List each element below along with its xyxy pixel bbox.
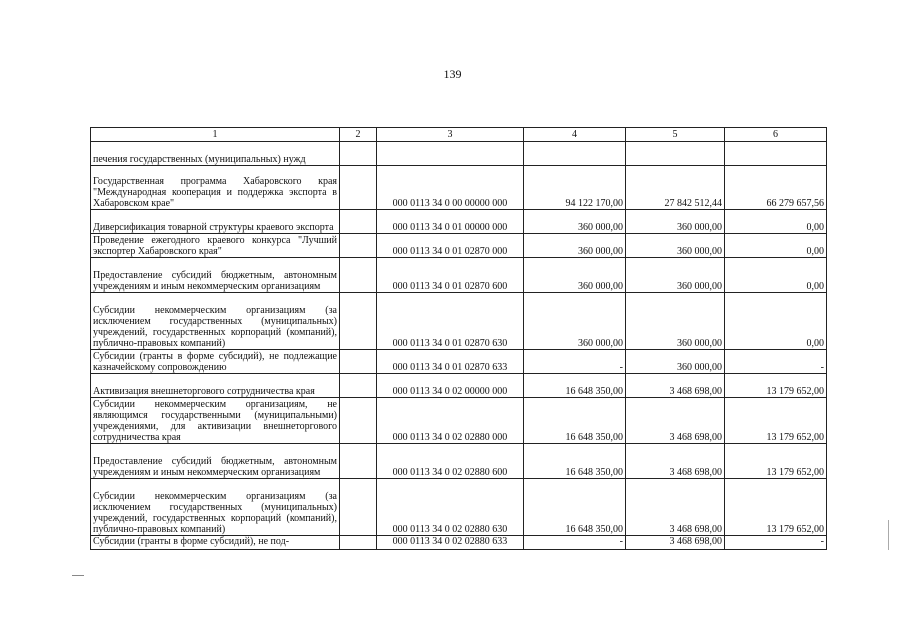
row-value-approved: 16 648 350,00 [524,398,626,444]
margin-mark [888,520,889,550]
row-value-approved: 360 000,00 [524,258,626,293]
row-value-remaining: 13 179 652,00 [725,479,827,536]
row-value-remaining [725,142,827,166]
row-col2-cell [340,142,377,166]
row-code-cell: 000 0113 34 0 01 00000 000 [377,210,524,234]
row-value-approved: 16 648 350,00 [524,444,626,479]
row-value-executed: 3 468 698,00 [626,536,725,550]
row-value-remaining: - [725,350,827,374]
row-name-cell: Субсидии некоммерческим организациям (за исключением государственных (муниципальных) учреждений, государственных корпораций (компаний), публично-правовых компаний) [91,479,340,536]
table-row [91,293,827,350]
table-header-row [91,128,827,142]
row-code-cell [377,142,524,166]
row-name-cell: Предоставление субсидий бюджетным, автономным учреждениям и иным некоммерческим организациям [91,258,340,293]
row-name-cell: Субсидии (гранты в форме субсидий), не подлежащие казначейскому сопровождению [91,350,340,374]
table-row [91,350,827,374]
row-code-cell: 000 0113 34 0 00 00000 000 [377,166,524,210]
table-row [91,258,827,293]
table-row [91,536,827,550]
row-code-cell: 000 0113 34 0 02 02880 633 [377,536,524,550]
row-value-approved: 16 648 350,00 [524,479,626,536]
table-row [91,234,827,258]
row-col2-cell [340,350,377,374]
row-name-cell: Предоставление субсидий бюджетным, автономным учреждениям и иным некоммерческим организациям [91,444,340,479]
column-header: 2 [340,128,377,142]
column-header: 3 [377,128,524,142]
row-value-approved: 16 648 350,00 [524,374,626,398]
column-header: 6 [725,128,827,142]
row-col2-cell [340,374,377,398]
table-row [91,479,827,536]
row-col2-cell [340,258,377,293]
row-value-remaining: 13 179 652,00 [725,444,827,479]
row-code-cell: 000 0113 34 0 01 02870 000 [377,234,524,258]
row-value-executed: 3 468 698,00 [626,444,725,479]
row-value-executed: 360 000,00 [626,234,725,258]
row-value-remaining: 13 179 652,00 [725,374,827,398]
budget-table [90,127,827,550]
row-value-executed: 3 468 698,00 [626,398,725,444]
row-col2-cell [340,444,377,479]
row-value-executed: 360 000,00 [626,210,725,234]
row-value-executed: 360 000,00 [626,293,725,350]
row-name-cell: Субсидии (гранты в форме субсидий), не под- [91,536,340,550]
column-header: 1 [91,128,340,142]
row-value-remaining: 66 279 657,56 [725,166,827,210]
row-value-executed: 3 468 698,00 [626,479,725,536]
table-row [91,166,827,210]
row-code-cell: 000 0113 34 0 01 02870 630 [377,293,524,350]
column-header: 4 [524,128,626,142]
row-value-approved: - [524,536,626,550]
row-code-cell: 000 0113 34 0 01 02870 600 [377,258,524,293]
row-value-executed: 27 842 512,44 [626,166,725,210]
row-value-approved: 360 000,00 [524,293,626,350]
row-value-executed [626,142,725,166]
row-code-cell: 000 0113 34 0 01 02870 633 [377,350,524,374]
row-col2-cell [340,210,377,234]
row-col2-cell [340,166,377,210]
row-name-cell: Субсидии некоммерческим организациям, не являющимся государственными (муниципальными) учреждениями, для активизации внешнеторгового сотрудничества края [91,398,340,444]
row-name-cell: печения государственных (муниципальных) нужд [91,142,340,166]
row-value-executed: 3 468 698,00 [626,374,725,398]
row-value-remaining: - [725,536,827,550]
row-col2-cell [340,293,377,350]
row-name-cell: Субсидии некоммерческим организациям (за исключением государственных (муниципальных) учреждений, государственных корпораций (компаний), публично-правовых компаний) [91,293,340,350]
row-value-remaining: 0,00 [725,234,827,258]
row-value-approved: 360 000,00 [524,210,626,234]
table-row [91,398,827,444]
table-row [91,142,827,166]
row-value-approved: - [524,350,626,374]
row-col2-cell [340,479,377,536]
row-name-cell: Диверсификация товарной структуры краевого экспорта [91,210,340,234]
row-value-executed: 360 000,00 [626,258,725,293]
row-value-approved: 360 000,00 [524,234,626,258]
row-name-cell: Активизация внешнеторгового сотрудничества края [91,374,340,398]
table-row [91,210,827,234]
table-row [91,444,827,479]
row-col2-cell [340,536,377,550]
row-code-cell: 000 0113 34 0 02 02880 600 [377,444,524,479]
row-value-remaining: 0,00 [725,210,827,234]
table-row [91,374,827,398]
row-code-cell: 000 0113 34 0 02 02880 000 [377,398,524,444]
row-code-cell: 000 0113 34 0 02 00000 000 [377,374,524,398]
column-header: 5 [626,128,725,142]
row-value-remaining: 0,00 [725,293,827,350]
row-col2-cell [340,398,377,444]
page-bottom-margin [90,578,828,640]
row-col2-cell [340,234,377,258]
row-code-cell: 000 0113 34 0 02 02880 630 [377,479,524,536]
row-value-remaining: 13 179 652,00 [725,398,827,444]
page-number: 139 [443,67,462,81]
row-value-remaining: 0,00 [725,258,827,293]
row-value-executed: 360 000,00 [626,350,725,374]
row-value-approved: 94 122 170,00 [524,166,626,210]
row-name-cell: Государственная программа Хабаровского края "Международная кооперация и поддержка экспорта в Хабаровском крае" [91,166,340,210]
margin-mark [72,575,84,576]
row-value-approved [524,142,626,166]
row-name-cell: Проведение ежегодного краевого конкурса "Лучший экспортер Хабаровского края" [91,234,340,258]
